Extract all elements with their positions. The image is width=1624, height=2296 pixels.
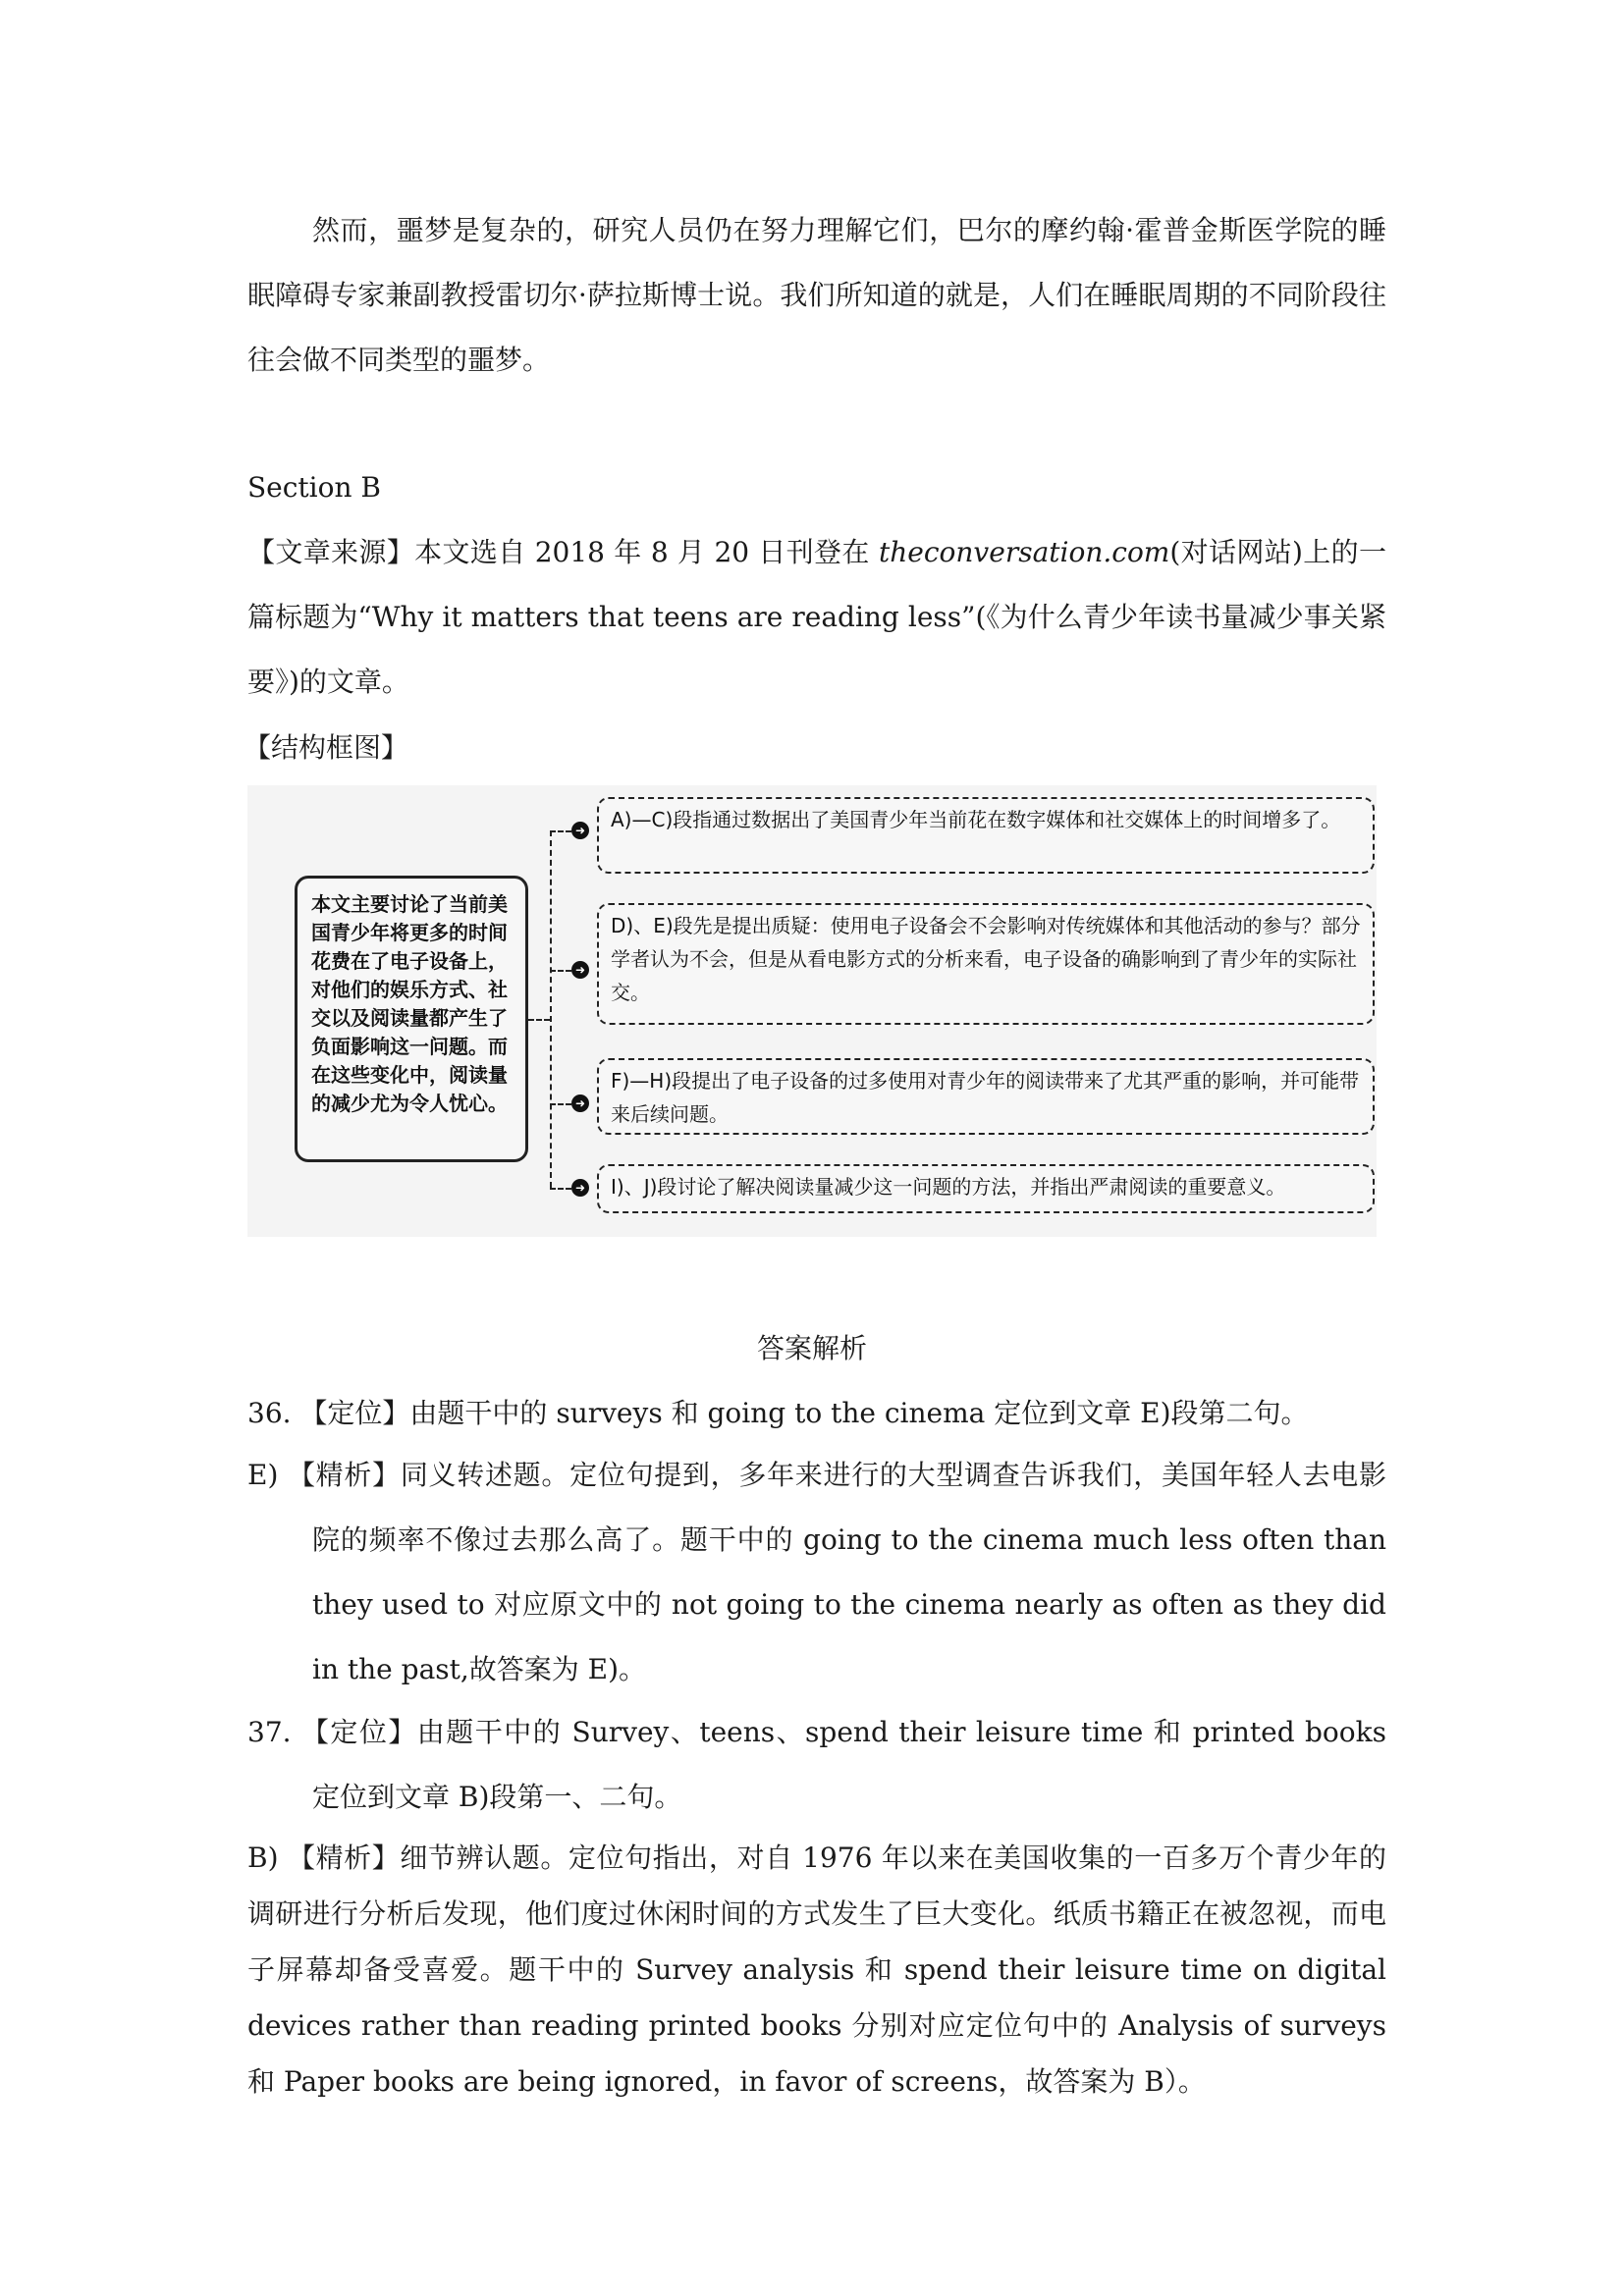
source-text-before: 本文选自 2018 年 8 月 20 日刊登在	[414, 536, 879, 568]
connector-main	[528, 1019, 550, 1021]
source-site: theconversation.com	[879, 536, 1170, 568]
arrow-icon: ➜	[571, 822, 589, 839]
section-heading: Section B	[247, 471, 382, 504]
source-text-after: (对话网站)上的一篇标题为“Why it matters that teens are reading less”(《为什么青少年读书量减少事关紧要》)的文章。	[247, 536, 1386, 698]
q37-locate: 37. 【定位】由题干中的 Survey、teens、spend their leisure time 和 printed books 定位到文章 B)段第一、二句。	[247, 1716, 1386, 1813]
diagram-main-box: 本文主要讨论了当前美国青少年将更多的时间花费在了电子设备上，对他们的娱乐方式、社交以及阅读量都产生了负面影响这一问题。而在这些变化中，阅读量的减少尤为令人忧心。	[295, 876, 528, 1162]
arrow-icon: ➜	[571, 1179, 589, 1197]
q37-analysis: B) 【精析】细节辨认题。定位句指出，对自 1976 年以来在美国收集的一百多万个青少年的调研进行分析后发现，他们度过休闲时间的方式发生了巨大变化。纸质书籍正在被忽视，而电子屏幕却备受喜爱。题干中的 Survey analysis 和 spend their leisure time on digital devices rather than reading printed books 分别对应定位句中的 Analysis of surveys 和 Paper books are being ignored，in favor of screens，故答案为 B）。	[247, 1842, 1386, 2098]
q36-analysis	[247, 1443, 1386, 1702]
q36-analysis-text: 同义转述题。定位句提到，多年来进行的大型调查告诉我们，美国年轻人去电影院的频率不像过去那么高了。题干中的 going to the cinema much less often than they used to 对应原文中的 not going to the cinema nearly as often as they did in the past,故答案为 E)。	[312, 1459, 1386, 1685]
arrow-icon: ➜	[571, 961, 589, 979]
connector-3	[550, 1103, 571, 1105]
source-label: 【文章来源】	[247, 536, 415, 568]
connector-trunk	[550, 830, 552, 1188]
q36-locate: 36. 【定位】由题干中的 surveys 和 going to the cinema 定位到文章 E)段第二句。	[247, 1397, 1309, 1429]
connector-2	[550, 970, 571, 972]
diagram-box-4: I)、J)段讨论了解决阅读量减少这一问题的方法，并指出严肃阅读的重要意义。	[597, 1164, 1375, 1213]
diagram-box-3: F)—H)段提出了电子设备的过多使用对青少年的阅读带来了尤其严重的影响，并可能带来后续问题。	[597, 1058, 1375, 1135]
structure-diagram	[247, 785, 1377, 1237]
q36-analysis-label: E) 【精析】	[247, 1459, 401, 1491]
source-paragraph	[247, 520, 1386, 715]
diagram-box-2: D)、E)段先是提出质疑：使用电子设备会不会影响对传统媒体和其他活动的参与？部分学者认为不会，但是从看电影方式的分析来看，电子设备的确影响到了青少年的实际社交。	[597, 903, 1375, 1025]
answer-heading: 答案解析	[756, 1332, 867, 1364]
arrow-icon: ➜	[571, 1095, 589, 1112]
connector-1	[550, 830, 571, 832]
intro-paragraph: 然而，噩梦是复杂的，研究人员仍在努力理解它们，巴尔的摩约翰·霍普金斯医学院的睡眠障碍专家兼副教授雷切尔·萨拉斯博士说。我们所知道的就是，人们在睡眠周期的不同阶段往往会做不同类型的噩梦。	[247, 214, 1386, 376]
diagram-box-1: A)—C)段指通过数据出了美国青少年当前花在数字媒体和社交媒体上的时间增多了。	[597, 797, 1375, 874]
connector-4	[550, 1188, 571, 1190]
structure-heading: 【结构框图】	[244, 731, 409, 764]
